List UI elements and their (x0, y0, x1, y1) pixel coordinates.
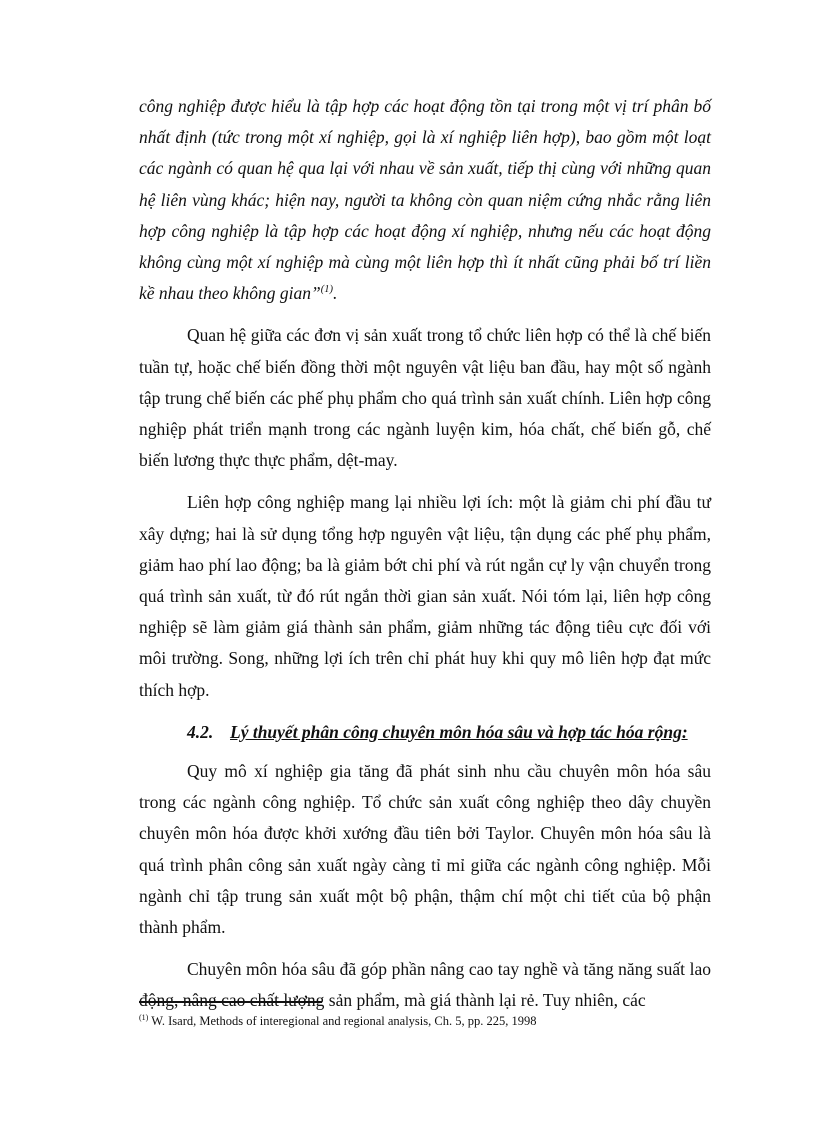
quote-paragraph (139, 91, 711, 309)
section-heading (139, 717, 711, 748)
paragraph-specialization-effects: Chuyên môn hóa sâu đã góp phần nâng cao tay nghề và tăng năng suất lao động, nâng cao chất lượng sản phẩm, mà giá thành lại rẻ. Tuy nhiên, các (139, 959, 711, 1011)
body-text (139, 91, 711, 1028)
footnote-separator (139, 1001, 322, 1003)
paragraph-production-relations: Quan hệ giữa các đơn vị sản xuất trong tổ chức liên hợp có thể là chế biến tuần tự, hoặc chế biến đồng thời một nguyên vật liệu ban đầu, hay một số ngành tập trung chế biến các phế phụ phẩm cho quá trình sản xuất chính. Liên hợp công nghiệp phát triển mạnh trong các ngành luyện kim, hóa chất, chế biến gỗ, chế biến lương thực thực phẩm, dệt-may. (139, 325, 711, 471)
quote-end-punctuation: . (333, 283, 338, 304)
paragraph-benefits: Liên hợp công nghiệp mang lại nhiều lợi ích: một là giảm chi phí đầu tư xây dựng; hai là sử dụng tổng hợp nguyên vật liệu, tận dụng các phế phụ phẩm, giảm hao phí lao động; ba là giảm bớt chi phí và rút ngắn cự ly vận chuyển trong quá trình sản xuất, từ đó rút ngắn thời gian sản xuất. Nói tóm lại, liên hợp công nghiệp sẽ làm giảm giá thành sản phẩm, giảm những tác động tiêu cực đối với môi trường. Song, những lợi ích trên chỉ phát huy khi quy mô liên hợp đạt mức thích hợp. (139, 492, 711, 700)
paragraph-specialization: Quy mô xí nghiệp gia tăng đã phát sinh nhu cầu chuyên môn hóa sâu trong các ngành công nghiệp. Tổ chức sản xuất công nghiệp theo dây chuyền chuyên môn hóa được khởi xướng đầu tiên bởi Taylor. Chuyên môn hóa sâu là quá trình phân công sản xuất ngày càng tỉ mỉ giữa các ngành công nghiệp. Mỗi ngành chỉ tập trung sản xuất một bộ phận, thậm chí một chi tiết của bộ phận thành phẩm. (139, 761, 711, 938)
footnote-marker: (1) (139, 1012, 149, 1022)
section-number: 4.2. (187, 721, 214, 742)
section-title: Lý thuyết phân công chuyên môn hóa sâu và hợp tác hóa rộng: (230, 721, 688, 742)
quote-text: công nghiệp được hiểu là tập hợp các hoạt động tồn tại trong một vị trí phân bố nhất định (tức trong một xí nghiệp, gọi là xí nghiệp liên hợp), bao gồm một loạt các ngành có quan hệ qua lại với nhau về sản xuất, tiếp thị cùng với những quan hệ liên vùng khác; hiện nay, người ta không còn quan niệm cứng nhắc rằng liên hợp công nghiệp là tập hợp các hoạt động xí nghiệp, nhưng nếu các hoạt động không cùng một xí nghiệp mà cùng một liên hợp thì ít nhất cũng phải bố trí liền kề nhau theo không gian” (139, 96, 711, 304)
footnote-text: W. Isard, Methods of interegional and regional analysis, Ch. 5, pp. 225, 1998 (148, 1014, 537, 1028)
footnote (139, 1014, 711, 1029)
footnote-reference: (1) (320, 284, 334, 296)
